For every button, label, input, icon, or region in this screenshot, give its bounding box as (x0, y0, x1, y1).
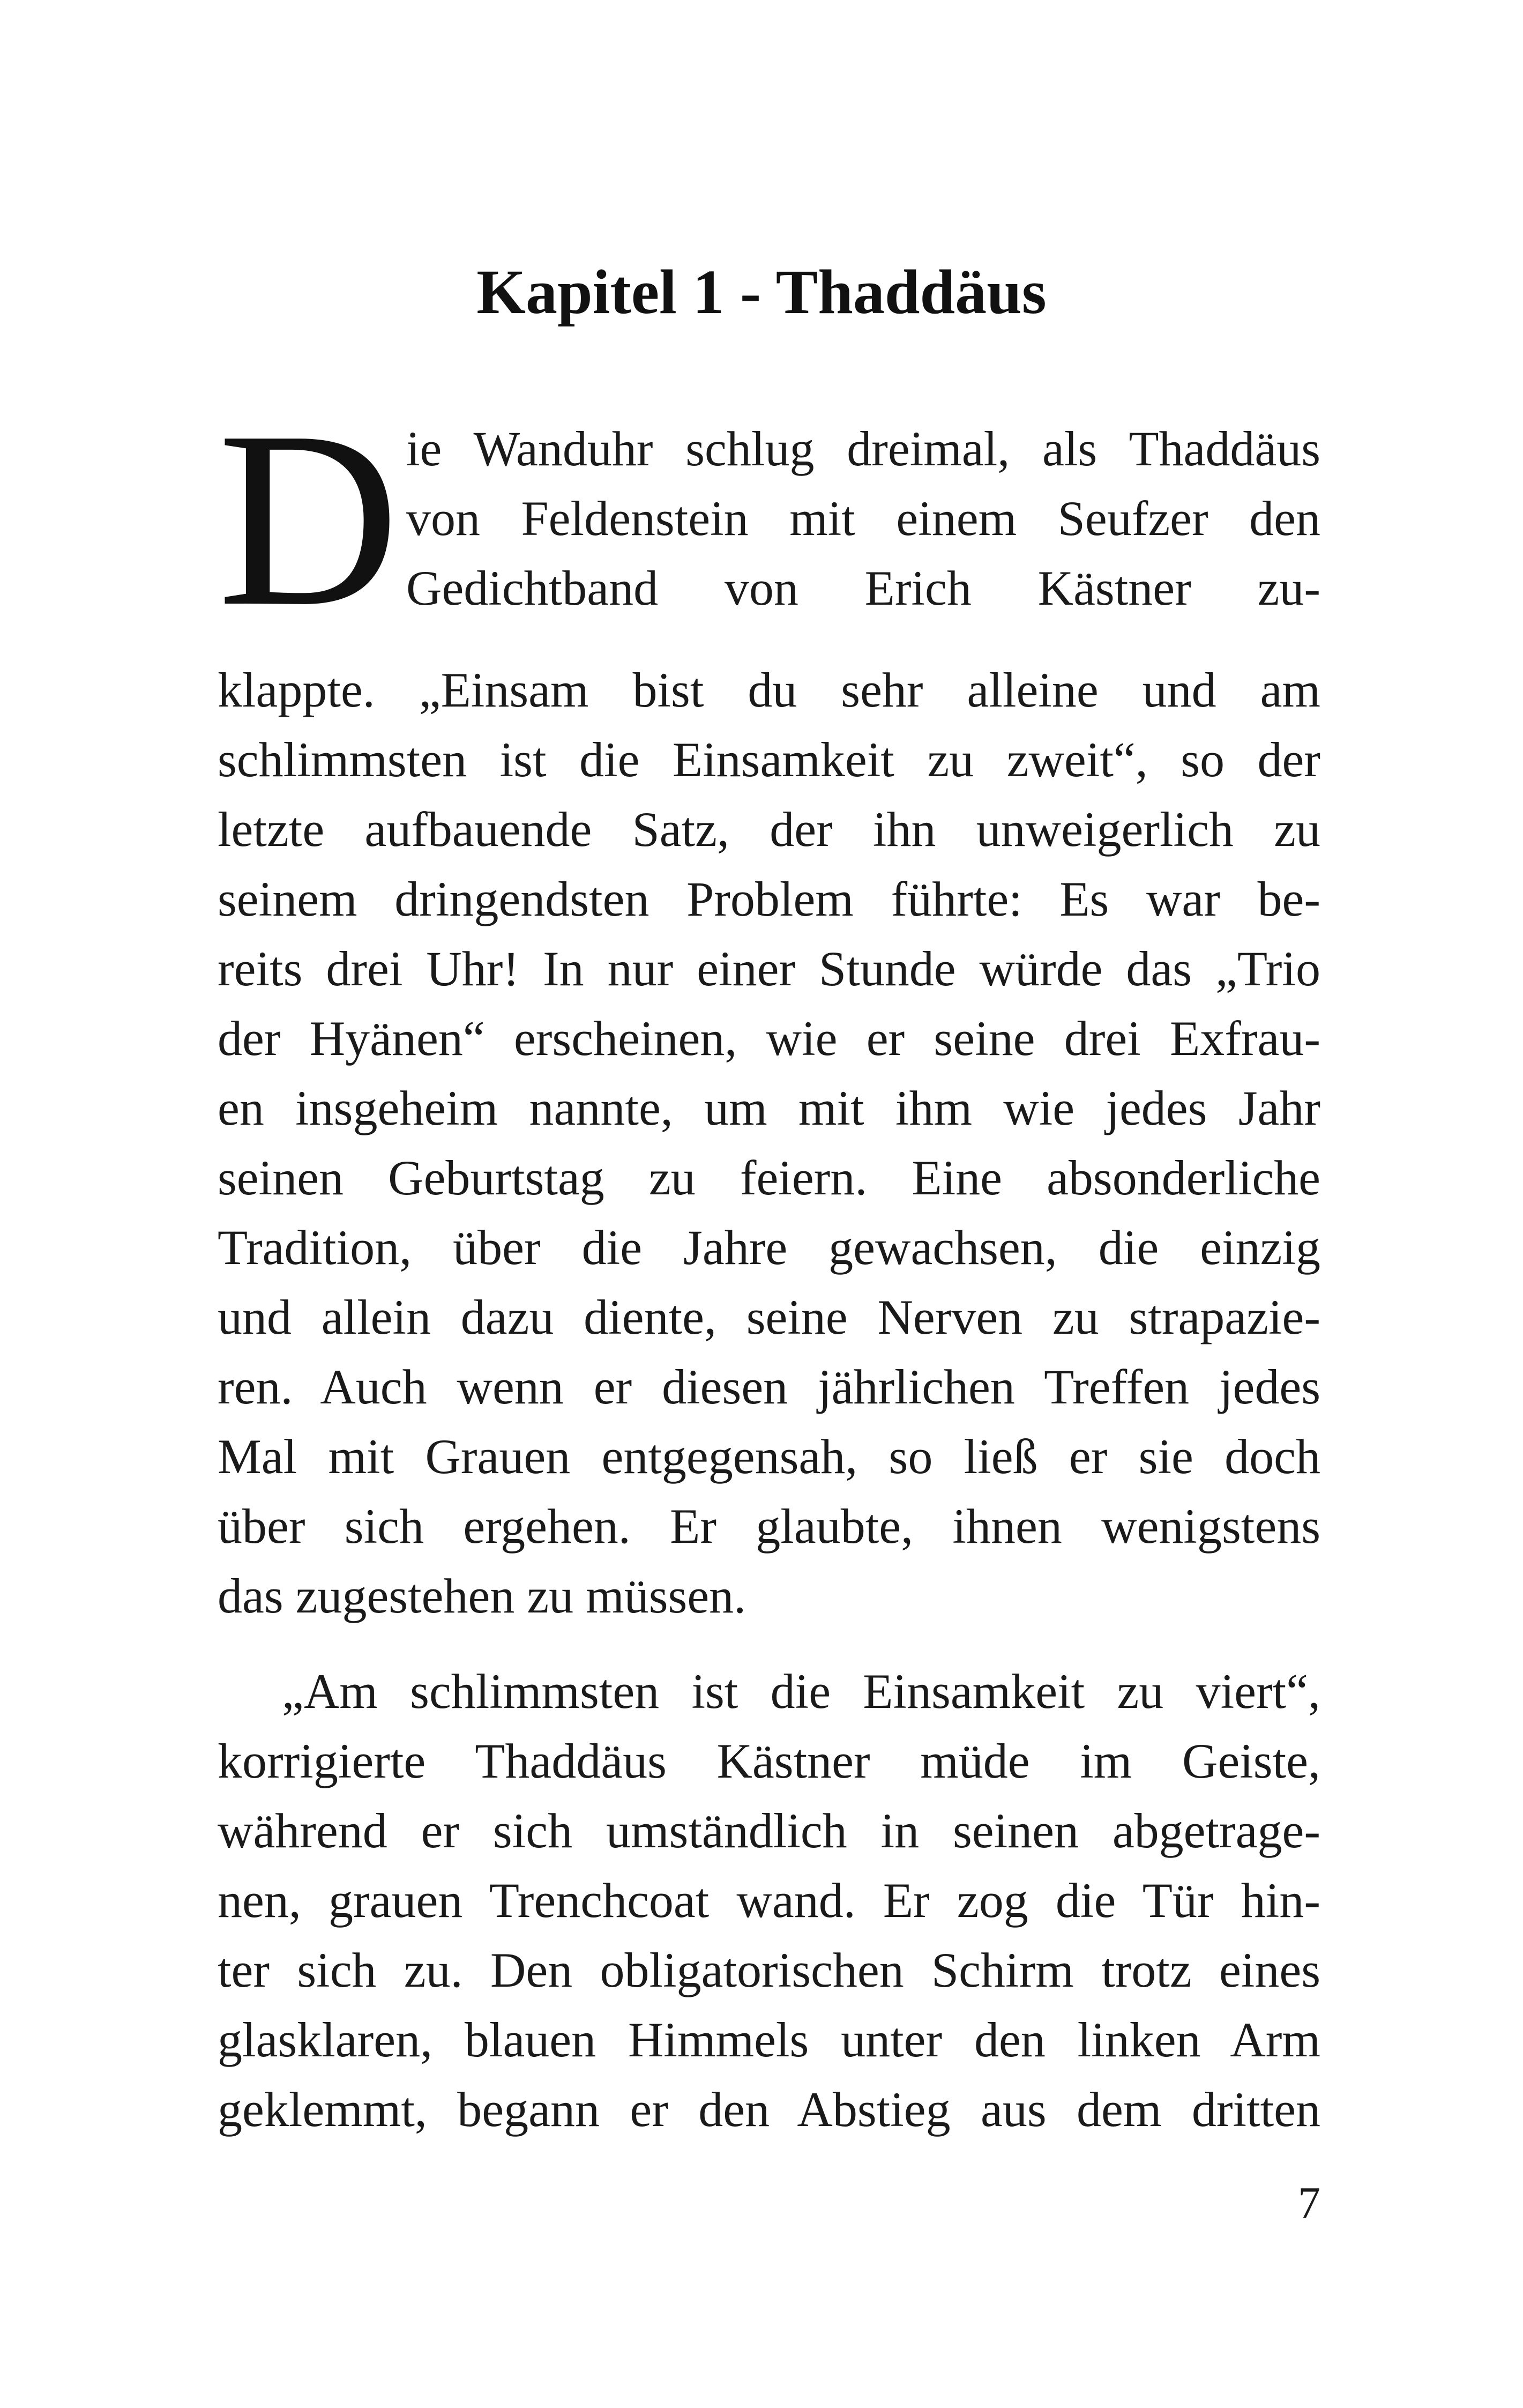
text-line: seinen Geburtstag zu feiern. Eine absonderliche (218, 1150, 1320, 1205)
text-line: „Am schlimmsten ist die Einsamkeit zu viert“, (282, 1664, 1320, 1719)
text-line: reits drei Uhr! In nur einer Stunde würde das „Trio (218, 941, 1320, 996)
text-line: der Hyänen“ erscheinen, wie er seine drei Exfrau- (218, 1011, 1320, 1066)
text-line: letzte aufbauende Satz, der ihn unweigerlich zu (218, 802, 1320, 857)
paragraph-2 (218, 1656, 1320, 2144)
text-line: Tradition, über die Jahre gewachsen, die einzig (218, 1220, 1320, 1275)
drop-cap: D (218, 379, 400, 658)
text-line: nen, grauen Trenchcoat wand. Er zog die Tür hin- (218, 1873, 1320, 1928)
page-number: 7 (1298, 2178, 1320, 2228)
text-line: von Feldenstein mit einem Seufzer den (406, 491, 1320, 546)
chapter-title: Kapitel 1 - Thaddäus (476, 257, 1047, 327)
text-line: klappte. „Einsam bist du sehr alleine und am (218, 663, 1320, 717)
text-line: Mal mit Grauen entgegensah, so ließ er sie doch (218, 1429, 1320, 1484)
text-line: en insgeheim nannte, um mit ihm wie jedes Jahr (218, 1081, 1320, 1135)
text-line: glasklaren, blauen Himmels unter den linken Arm (218, 2012, 1320, 2067)
text-line: über sich ergehen. Er glaubte, ihnen wenigstens (218, 1499, 1320, 1554)
paragraph-1 (218, 655, 1320, 1631)
text-line: korrigierte Thaddäus Kästner müde im Geiste, (218, 1734, 1320, 1788)
text-line: ren. Auch wenn er diesen jährlichen Treffen jedes (218, 1359, 1320, 1414)
text-line: Gedichtband von Erich Kästner zu- (406, 561, 1320, 615)
text-line: während er sich umständlich in seinen abgetrage- (218, 1803, 1320, 1858)
text-line: schlimmsten ist die Einsamkeit zu zweit“, so der (218, 732, 1320, 787)
text-line: geklemmt, begann er den Abstieg aus dem dritten (218, 2082, 1320, 2137)
text-line: ie Wanduhr schlug dreimal, als Thaddäus (406, 421, 1320, 476)
text-line: seinem dringendsten Problem führte: Es war be- (218, 872, 1320, 926)
text-line: das zugestehen zu müssen. (218, 1569, 746, 1623)
text-line: und allein dazu diente, seine Nerven zu strapazie- (218, 1290, 1320, 1344)
lead-lines (406, 414, 1320, 623)
text-line: ter sich zu. Den obligatorischen Schirm trotz eines (218, 1943, 1320, 1997)
